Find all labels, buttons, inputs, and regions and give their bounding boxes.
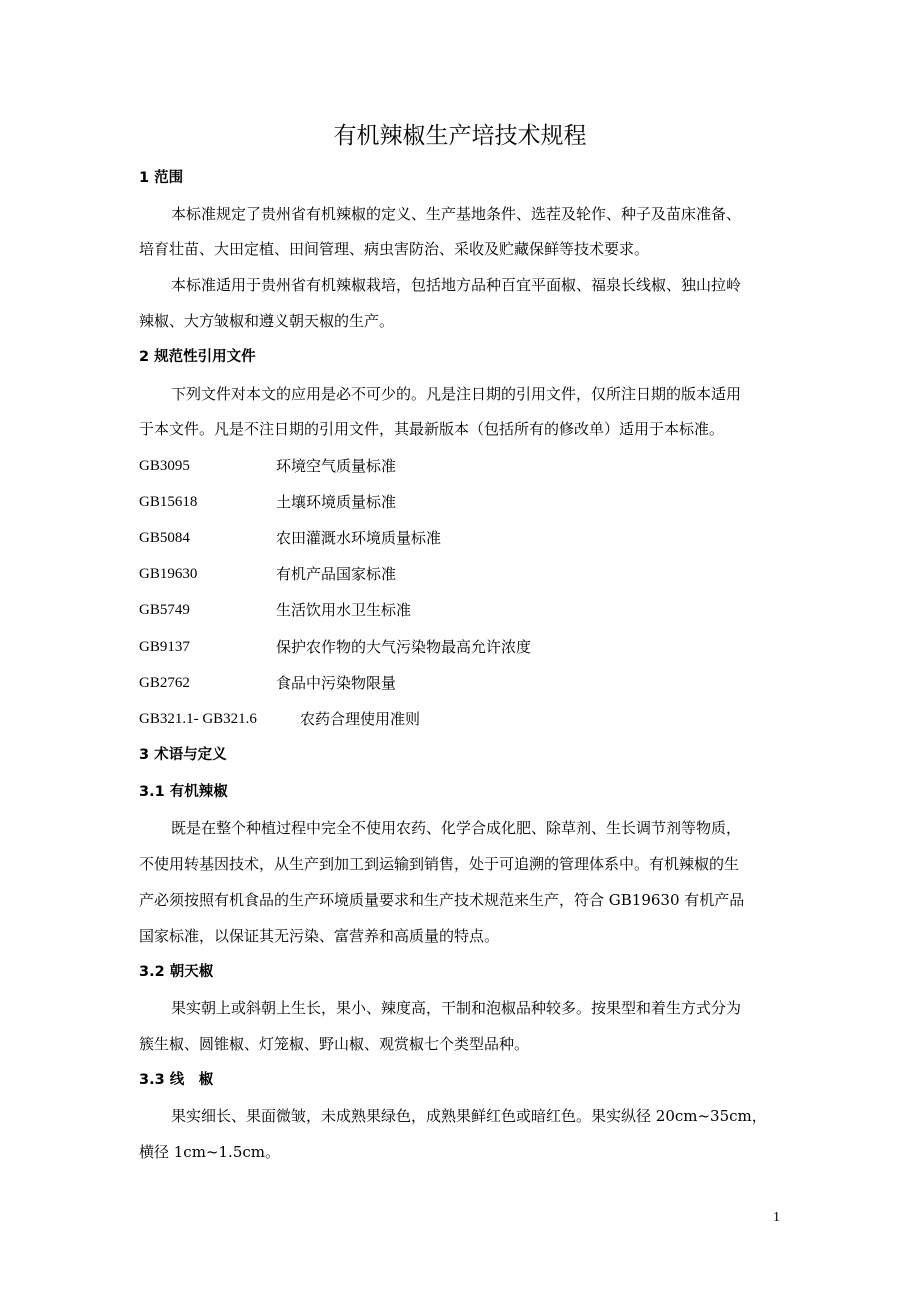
ref-code: GB2762 (139, 675, 190, 691)
ref-name: 食品中污染物限量 (276, 674, 397, 692)
paragraph-line: 产必须按照有机食品的生产环境质量要求和生产技术规范来生产，符合 GB19630 有机产品 (139, 891, 745, 909)
paragraph-line: 横径 1cm~1.5cm。 (139, 1143, 280, 1161)
paragraph-line: 既是在整个种植过程中完全不使用农药、化学合成化肥、除草剂、生长调节剂等物质， (171, 819, 742, 837)
ref-name: 土壤环境质量标准 (276, 493, 397, 511)
ref-name: 有机产品国家标准 (276, 565, 397, 583)
ref-code: GB19630 (139, 566, 198, 582)
ref-name: 农田灌溉水环境质量标准 (276, 529, 442, 547)
ref-code: GB321.1- GB321.6 (139, 711, 257, 727)
paragraph-line: 果实细长、果面微皱，未成熟果绿色，成熟果鲜红色或暗红色。果实纵径 20cm~35cm， (171, 1107, 767, 1125)
paragraph-line: 果实朝上或斜朝上生长，果小、辣度高，干制和泡椒品种较多。按果型和着生方式分为 (171, 999, 742, 1017)
paragraph-line: 本标准规定了贵州省有机辣椒的定义、生产基地条件、选茬及轮作、种子及苗床准备、 (171, 205, 742, 223)
ref-code: GB9137 (139, 639, 190, 655)
ref-code: GB3095 (139, 458, 190, 474)
paragraph-line: 簇生椒、圆锥椒、灯笼椒、野山椒、观赏椒七个类型品种。 (139, 1035, 530, 1053)
paragraph-line: 本标准适用于贵州省有机辣椒栽培，包括地方品种百宜平面椒、福泉长线椒、独山拉岭 (171, 276, 742, 294)
page-number: 1 (773, 1210, 780, 1225)
paragraph-line: 于本文件。凡是不注日期的引用文件，其最新版本（包括所有的修改单）适用于本标准。 (139, 420, 725, 438)
ref-name: 生活饮用水卫生标准 (276, 601, 412, 619)
ref-code: GB5749 (139, 602, 190, 618)
paragraph-line: 辣椒、大方皱椒和遵义朝天椒的生产。 (139, 312, 395, 330)
paragraph-line: 培育壮苗、大田定植、田间管理、病虫害防治、采收及贮藏保鲜等技术要求。 (139, 240, 650, 258)
ref-name: 农药合理使用准则 (300, 710, 421, 728)
ref-name: 保护农作物的大气污染物最高允许浓度 (276, 638, 532, 656)
document-title: 有机辣椒生产培技术规程 (333, 123, 587, 149)
ref-name: 环境空气质量标准 (276, 457, 397, 475)
section-2-heading: 2 规范性引用文件 (139, 349, 256, 365)
paragraph-line: 下列文件对本文的应用是必不可少的。凡是注日期的引用文件，仅所注日期的版本适用 (171, 385, 742, 403)
section-1-heading: 1 范围 (139, 170, 184, 186)
section-3-3-heading: 3.3 线 椒 (139, 1072, 214, 1088)
ref-code: GB5084 (139, 530, 190, 546)
paragraph-line: 不使用转基因技术，从生产到加工到运输到销售，处于可追溯的管理体系中。有机辣椒的生 (139, 855, 740, 873)
section-3-2-heading: 3.2 朝天椒 (139, 964, 214, 980)
paragraph-line: 国家标准，以保证其无污染、富营养和高质量的特点。 (139, 927, 500, 945)
section-3-heading: 3 术语与定义 (139, 747, 227, 763)
ref-code: GB15618 (139, 494, 198, 510)
section-3-1-heading: 3.1 有机辣椒 (139, 784, 228, 800)
